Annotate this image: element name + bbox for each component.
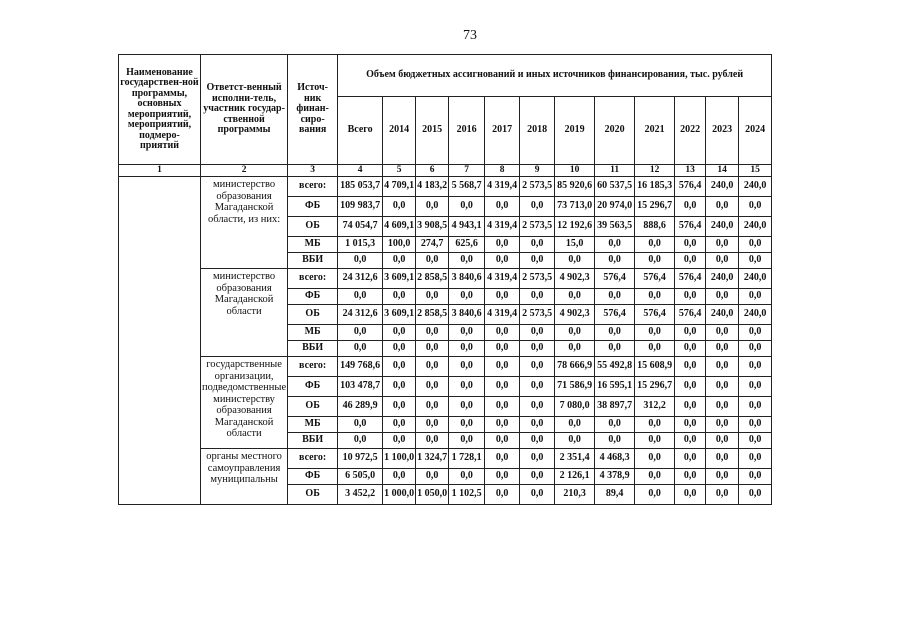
value-cell: 100,0 [383,237,416,253]
value-cell: 0,0 [555,433,595,449]
value-cell: 0,0 [383,377,416,397]
value-cell: 0,0 [449,197,485,217]
header-year: 2023 [706,97,739,165]
value-cell: 103 478,7 [338,377,383,397]
value-cell: 240,0 [739,217,772,237]
value-cell: 0,0 [675,397,706,417]
value-cell: 4 468,3 [595,449,635,469]
value-cell: 0,0 [739,417,772,433]
value-cell: 0,0 [706,469,739,485]
column-number: 15 [739,165,772,177]
value-cell: 0,0 [338,289,383,305]
value-cell: 16 595,1 [595,377,635,397]
source-cell: всего: [288,269,338,289]
value-cell: 0,0 [675,197,706,217]
value-cell: 1 324,7 [416,449,449,469]
source-cell: всего: [288,449,338,469]
value-cell: 576,4 [675,177,706,197]
value-cell: 3 609,1 [383,305,416,325]
value-cell: 576,4 [675,269,706,289]
header-year: 2022 [675,97,706,165]
value-cell: 0,0 [338,433,383,449]
value-cell: 0,0 [520,253,555,269]
value-cell: 2 573,5 [520,217,555,237]
column-number: 6 [416,165,449,177]
value-cell: 0,0 [485,433,520,449]
value-cell: 0,0 [383,197,416,217]
value-cell: 0,0 [449,341,485,357]
value-cell: 3 840,6 [449,269,485,289]
header-year: 2017 [485,97,520,165]
value-cell: 12 192,6 [555,217,595,237]
value-cell: 24 312,6 [338,269,383,289]
value-cell: 0,0 [675,433,706,449]
program-cell [119,177,201,505]
value-cell: 0,0 [338,417,383,433]
value-cell: 0,0 [675,237,706,253]
value-cell: 0,0 [739,485,772,505]
source-cell: МБ [288,325,338,341]
value-cell: 0,0 [338,253,383,269]
source-cell: ВБИ [288,341,338,357]
value-cell: 0,0 [706,237,739,253]
value-cell: 0,0 [595,289,635,305]
value-cell: 0,0 [416,469,449,485]
value-cell: 240,0 [706,177,739,197]
value-cell: 0,0 [520,469,555,485]
header-year: 2015 [416,97,449,165]
executor-cell: министерство образования Магаданской области, из них: [201,177,288,269]
column-number: 7 [449,165,485,177]
value-cell: 0,0 [595,417,635,433]
value-cell: 1 000,0 [383,485,416,505]
value-cell: 0,0 [485,197,520,217]
value-cell: 0,0 [520,397,555,417]
value-cell: 85 920,6 [555,177,595,197]
source-cell: ФБ [288,289,338,305]
header-year: 2020 [595,97,635,165]
value-cell: 6 505,0 [338,469,383,485]
value-cell: 2 858,5 [416,305,449,325]
header-year: 2024 [739,97,772,165]
value-cell: 39 563,5 [595,217,635,237]
value-cell: 0,0 [739,469,772,485]
value-cell: 0,0 [485,237,520,253]
value-cell: 0,0 [485,253,520,269]
value-cell: 4 319,4 [485,177,520,197]
column-number: 4 [338,165,383,177]
value-cell: 274,7 [416,237,449,253]
value-cell: 38 897,7 [595,397,635,417]
value-cell: 0,0 [520,433,555,449]
value-cell: 0,0 [520,289,555,305]
value-cell: 4 902,3 [555,269,595,289]
header-year: 2014 [383,97,416,165]
value-cell: 78 666,9 [555,357,595,377]
value-cell: 0,0 [595,341,635,357]
value-cell: 0,0 [383,397,416,417]
value-cell: 0,0 [706,253,739,269]
value-cell: 0,0 [635,449,675,469]
value-cell: 0,0 [595,253,635,269]
value-cell: 0,0 [383,357,416,377]
value-cell: 55 492,8 [595,357,635,377]
value-cell: 0,0 [416,289,449,305]
value-cell: 185 053,7 [338,177,383,197]
value-cell: 0,0 [635,417,675,433]
table-row [119,269,772,289]
column-number: 11 [595,165,635,177]
value-cell: 0,0 [706,377,739,397]
value-cell: 0,0 [485,357,520,377]
value-cell: 74 054,7 [338,217,383,237]
value-cell: 0,0 [520,417,555,433]
value-cell: 0,0 [739,341,772,357]
value-cell: 0,0 [706,341,739,357]
source-cell: ОБ [288,397,338,417]
value-cell: 0,0 [416,417,449,433]
value-cell: 0,0 [383,469,416,485]
value-cell: 0,0 [383,253,416,269]
value-cell: 0,0 [449,357,485,377]
source-cell: ОБ [288,305,338,325]
value-cell: 0,0 [555,417,595,433]
source-cell: ФБ [288,469,338,485]
value-cell: 0,0 [485,341,520,357]
value-cell: 0,0 [416,197,449,217]
value-cell: 0,0 [706,357,739,377]
value-cell: 149 768,6 [338,357,383,377]
value-cell: 2 126,1 [555,469,595,485]
column-number: 14 [706,165,739,177]
header-year: 2019 [555,97,595,165]
value-cell: 576,4 [635,269,675,289]
value-cell: 1 102,5 [449,485,485,505]
value-cell: 576,4 [595,305,635,325]
value-cell: 73 713,0 [555,197,595,217]
value-cell: 0,0 [706,325,739,341]
source-cell: ОБ [288,217,338,237]
value-cell: 0,0 [675,357,706,377]
column-number: 13 [675,165,706,177]
executor-cell: органы местного самоуправления муниципальны [201,449,288,505]
value-cell: 576,4 [635,305,675,325]
source-cell: ОБ [288,485,338,505]
value-cell: 0,0 [449,417,485,433]
value-cell: 0,0 [739,237,772,253]
value-cell: 7 080,0 [555,397,595,417]
table-row [119,177,772,197]
value-cell: 15,0 [555,237,595,253]
source-cell: ФБ [288,377,338,397]
value-cell: 0,0 [595,237,635,253]
value-cell: 0,0 [675,341,706,357]
column-number: 5 [383,165,416,177]
value-cell: 0,0 [739,449,772,469]
value-cell: 0,0 [706,197,739,217]
value-cell: 0,0 [338,325,383,341]
value-cell: 60 537,5 [595,177,635,197]
value-cell: 210,3 [555,485,595,505]
value-cell: 0,0 [485,397,520,417]
value-cell: 0,0 [485,485,520,505]
value-cell: 0,0 [416,397,449,417]
value-cell: 0,0 [706,289,739,305]
value-cell: 0,0 [555,341,595,357]
value-cell: 0,0 [706,417,739,433]
value-cell: 10 972,5 [338,449,383,469]
column-number: 3 [288,165,338,177]
value-cell: 312,2 [635,397,675,417]
value-cell: 576,4 [675,305,706,325]
value-cell: 625,6 [449,237,485,253]
value-cell: 71 586,9 [555,377,595,397]
header-total: Всего [338,97,383,165]
value-cell: 0,0 [449,469,485,485]
header-program: Наименование государствен-ной программы, основных мероприятий, мероприятий, подмеро-приятий [119,55,201,165]
source-cell: МБ [288,417,338,433]
value-cell: 0,0 [520,325,555,341]
value-cell: 2 351,4 [555,449,595,469]
header-year: 2016 [449,97,485,165]
value-cell: 0,0 [520,377,555,397]
value-cell: 0,0 [675,289,706,305]
column-number: 8 [485,165,520,177]
value-cell: 240,0 [706,305,739,325]
value-cell: 0,0 [595,433,635,449]
header-year: 2021 [635,97,675,165]
value-cell: 0,0 [416,253,449,269]
value-cell: 2 858,5 [416,269,449,289]
value-cell: 0,0 [383,417,416,433]
value-cell: 1 015,3 [338,237,383,253]
header-source: Источ-ник финан-сиро-вания [288,55,338,165]
value-cell: 0,0 [383,289,416,305]
value-cell: 3 840,6 [449,305,485,325]
value-cell: 0,0 [675,485,706,505]
value-cell: 16 185,3 [635,177,675,197]
value-cell: 3 908,5 [416,217,449,237]
value-cell: 0,0 [485,417,520,433]
source-cell: ВБИ [288,433,338,449]
value-cell: 0,0 [485,449,520,469]
value-cell: 4 378,9 [595,469,635,485]
value-cell: 0,0 [739,253,772,269]
value-cell: 0,0 [520,237,555,253]
value-cell: 0,0 [555,325,595,341]
value-cell: 1 100,0 [383,449,416,469]
value-cell: 0,0 [739,433,772,449]
value-cell: 0,0 [485,289,520,305]
source-cell: МБ [288,237,338,253]
value-cell: 0,0 [675,469,706,485]
value-cell: 15 296,7 [635,377,675,397]
value-cell: 0,0 [520,197,555,217]
page-number: 73 [463,28,477,43]
source-cell: ФБ [288,197,338,217]
value-cell: 0,0 [635,485,675,505]
value-cell: 0,0 [675,417,706,433]
value-cell: 0,0 [416,377,449,397]
value-cell: 0,0 [739,357,772,377]
value-cell: 888,6 [635,217,675,237]
value-cell: 0,0 [635,325,675,341]
budget-table [118,54,772,505]
value-cell: 46 289,9 [338,397,383,417]
value-cell: 0,0 [739,197,772,217]
value-cell: 240,0 [739,305,772,325]
value-cell: 15 296,7 [635,197,675,217]
value-cell: 4 709,1 [383,177,416,197]
value-cell: 0,0 [449,253,485,269]
value-cell: 0,0 [449,325,485,341]
value-cell: 0,0 [635,253,675,269]
value-cell: 0,0 [706,485,739,505]
value-cell: 1 728,1 [449,449,485,469]
value-cell: 0,0 [675,253,706,269]
value-cell: 0,0 [485,325,520,341]
table-row [119,449,772,469]
value-cell: 0,0 [449,397,485,417]
value-cell: 4 319,4 [485,269,520,289]
value-cell: 0,0 [338,341,383,357]
value-cell: 240,0 [706,217,739,237]
value-cell: 3 452,2 [338,485,383,505]
value-cell: 240,0 [739,269,772,289]
value-cell: 20 974,0 [595,197,635,217]
table-body [119,177,772,505]
executor-cell: государственные организации, подведомственные министерству образования Магаданской области [201,357,288,449]
value-cell: 0,0 [520,357,555,377]
value-cell: 240,0 [739,177,772,197]
value-cell: 2 573,5 [520,305,555,325]
value-cell: 0,0 [416,341,449,357]
value-cell: 0,0 [383,341,416,357]
value-cell: 4 943,1 [449,217,485,237]
value-cell: 0,0 [706,397,739,417]
value-cell: 0,0 [383,433,416,449]
value-cell: 4 609,1 [383,217,416,237]
value-cell: 2 573,5 [520,269,555,289]
header-year: 2018 [520,97,555,165]
value-cell: 5 568,7 [449,177,485,197]
value-cell: 109 983,7 [338,197,383,217]
value-cell: 0,0 [635,469,675,485]
header-volume: Объем бюджетных ассигнований и иных источников финансирования, тыс. рублей [338,55,772,97]
value-cell: 0,0 [449,433,485,449]
value-cell: 4 319,4 [485,305,520,325]
value-cell: 0,0 [449,377,485,397]
value-cell: 4 319,4 [485,217,520,237]
value-cell: 0,0 [383,325,416,341]
value-cell: 0,0 [675,325,706,341]
column-number: 9 [520,165,555,177]
source-cell: всего: [288,357,338,377]
value-cell: 0,0 [635,341,675,357]
column-number: 1 [119,165,201,177]
value-cell: 0,0 [485,469,520,485]
value-cell: 0,0 [416,433,449,449]
value-cell: 0,0 [739,325,772,341]
value-cell: 0,0 [739,377,772,397]
value-cell: 2 573,5 [520,177,555,197]
value-cell: 0,0 [485,377,520,397]
value-cell: 0,0 [555,253,595,269]
column-number: 2 [201,165,288,177]
table-row [119,357,772,377]
value-cell: 0,0 [675,449,706,469]
value-cell: 0,0 [555,289,595,305]
value-cell: 0,0 [635,237,675,253]
value-cell: 0,0 [520,341,555,357]
value-cell: 0,0 [635,289,675,305]
value-cell: 0,0 [416,357,449,377]
value-cell: 0,0 [706,449,739,469]
value-cell: 0,0 [449,289,485,305]
value-cell: 4 183,2 [416,177,449,197]
executor-cell: министерство образования Магаданской области [201,269,288,357]
value-cell: 0,0 [635,433,675,449]
value-cell: 24 312,6 [338,305,383,325]
value-cell: 0,0 [520,485,555,505]
column-numbers-row [119,165,772,177]
value-cell: 1 050,0 [416,485,449,505]
value-cell: 576,4 [595,269,635,289]
value-cell: 4 902,3 [555,305,595,325]
value-cell: 0,0 [675,377,706,397]
value-cell: 89,4 [595,485,635,505]
header-executor: Ответст-венный исполни-тель, участник государ-ственной программы [201,55,288,165]
source-cell: ВБИ [288,253,338,269]
value-cell: 0,0 [739,289,772,305]
value-cell: 0,0 [520,449,555,469]
value-cell: 576,4 [675,217,706,237]
value-cell: 240,0 [706,269,739,289]
value-cell: 0,0 [416,325,449,341]
column-number: 10 [555,165,595,177]
value-cell: 3 609,1 [383,269,416,289]
value-cell: 15 608,9 [635,357,675,377]
value-cell: 0,0 [739,397,772,417]
column-number: 12 [635,165,675,177]
value-cell: 0,0 [706,433,739,449]
value-cell: 0,0 [595,325,635,341]
source-cell: всего: [288,177,338,197]
